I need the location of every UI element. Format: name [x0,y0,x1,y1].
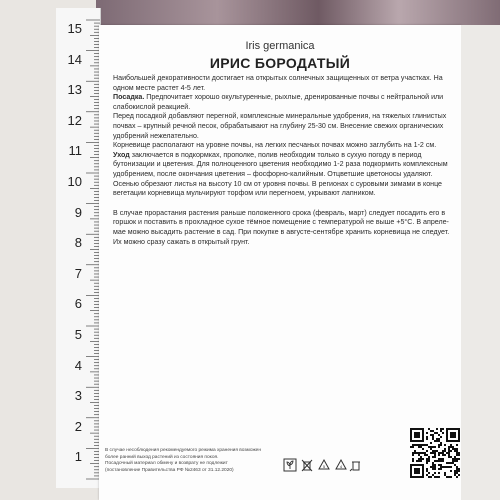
paragraph: Осенью обрезают листья на высоту 10 см от уровня почвы. В регионах с суровыми зимами в конце вегетации корневища мульчируют торфом или перегноем, укрывают лапником. [113,179,442,198]
description [113,74,450,247]
paragraph: В случае прорастания растения раньше положенного срока (февраль, март) следует посадить его в горшок и поставить в прохладное сухое тёмное помещение с температурой не выше +5°С. В апреле-мае можно высадить растение в сад. При покупке в августе-сентябре хранить корневища не следует. Их можно сразу сажать в открытый грунт. [113,208,450,246]
ruler-number: 5 [74,327,82,342]
qr-code [410,428,460,478]
ruler-number: 4 [74,357,82,373]
ruler [56,8,101,488]
recycle-icon [334,458,348,472]
ruler-number: 2 [74,418,82,434]
ruler-number: 8 [74,235,82,251]
ruler-number: 13 [67,82,82,98]
background-edge [461,25,500,500]
paragraph: Уход заключается в подкормках, прополке, полив необходим только в сухую погоду в период бутонизации и цветения. Для полноценного цветения необходимо 1-2 раза подкормить комплексным удобрением, после окончания цветения – фосфорно-калийным. Отцветшие цветоносы удаляют. [113,150,448,178]
ruler-number: 3 [74,388,82,404]
seed-packet [99,25,461,500]
no-bin-icon [300,458,314,472]
packet-title: ИРИС БОРОДАТЫЙ [209,55,351,71]
recycle-icon [317,458,331,472]
paragraph: Наибольшей декоративности достигает на открытых солнечных защищенных от ветра участках. На одном месте растет 4-5 лет. [113,74,443,92]
plant-icon [283,458,297,472]
ruler-number: 9 [74,204,82,220]
svg-text:5: 5 [322,464,326,469]
ruler-number: 6 [74,296,82,312]
ruler-number: 7 [74,265,82,281]
ruler-number: 11 [68,143,82,159]
paragraph: Перед посадкой добавляют перегной, комплексные минеральные удобрения, на тяжелых глинистых почвах – крупный речной песок, обрабатывают на глубину 25-30 см. Внесение свежих органических удобрений нежелательно. [113,112,447,140]
packaging-icons [283,458,363,476]
ruler-number: 15 [67,21,82,36]
footer-note: В случае несоблюдения рекомендуемого режима хранения возможен более ранний выход растений из состояния покоя. Посадочный материал обмену и возврату не подлежит (постановление Правительства РФ №2463 от 31.12.2020) [105,448,261,473]
ruler-number: 10 [67,174,82,189]
ruler-number: 1 [74,449,82,465]
svg-text:4: 4 [339,464,343,469]
latin-name: Iris germanica [245,40,315,52]
trash-bin-icon [349,458,363,472]
ruler-number: 14 [67,51,82,67]
paragraph: Корневище располагают на уровне почвы, на легких песчаных почвах можно заглубить на 1-2 см. [113,141,437,150]
paragraph: Посадка. Предпочитает хорошо окультуренные, рыхлые, дренированные почвы с нейтральной или слабокислой реакцией. [113,93,444,111]
ruler-number: 12 [67,112,82,128]
